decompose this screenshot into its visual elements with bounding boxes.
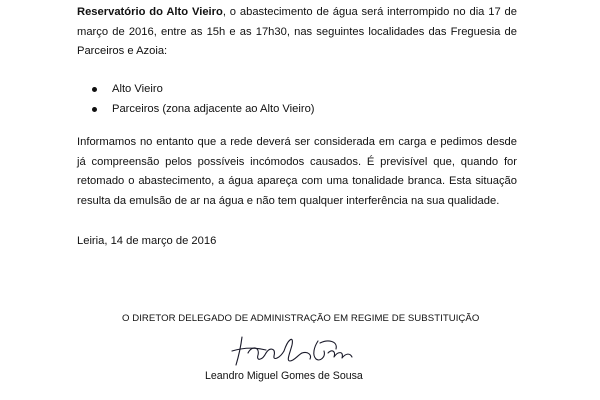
- signer-name: Leandro Miguel Gomes de Sousa: [205, 370, 363, 382]
- list-item: Alto Vieiro: [90, 80, 315, 100]
- place-date: Leiria, 14 de março de 2016: [77, 235, 217, 247]
- paragraph-interruption-notice: [77, 3, 517, 62]
- affected-locations-list: [90, 80, 315, 119]
- interruption-details: , o abastecimento de água será interrompido no dia 17 de março de 2016, entre as 15h e as 17h30, nas seguintes localidades das Freguesia de Parceiros e Azoia:: [77, 6, 517, 57]
- list-item: Parceiros (zona adjacente ao Alto Vieiro): [90, 100, 315, 120]
- handwritten-signature: [228, 331, 358, 371]
- reservoir-name: Reservatório do Alto Vieiro: [77, 6, 223, 18]
- paragraph-information: Informamos no entanto que a rede deverá ser considerada em carga e pedimos desde já compreensão pelos possíveis incómodos causados. É previsível que, quando for retomado o abastecimento, a água apareça com uma tonalidade branca. Esta situação resulta da emulsão de ar na água e não tem qualquer interferência na sua qualidade.: [77, 136, 517, 207]
- signer-role: O DIRETOR DELEGADO DE ADMINISTRAÇÃO EM REGIME DE SUBSTITUIÇÃO: [122, 313, 480, 324]
